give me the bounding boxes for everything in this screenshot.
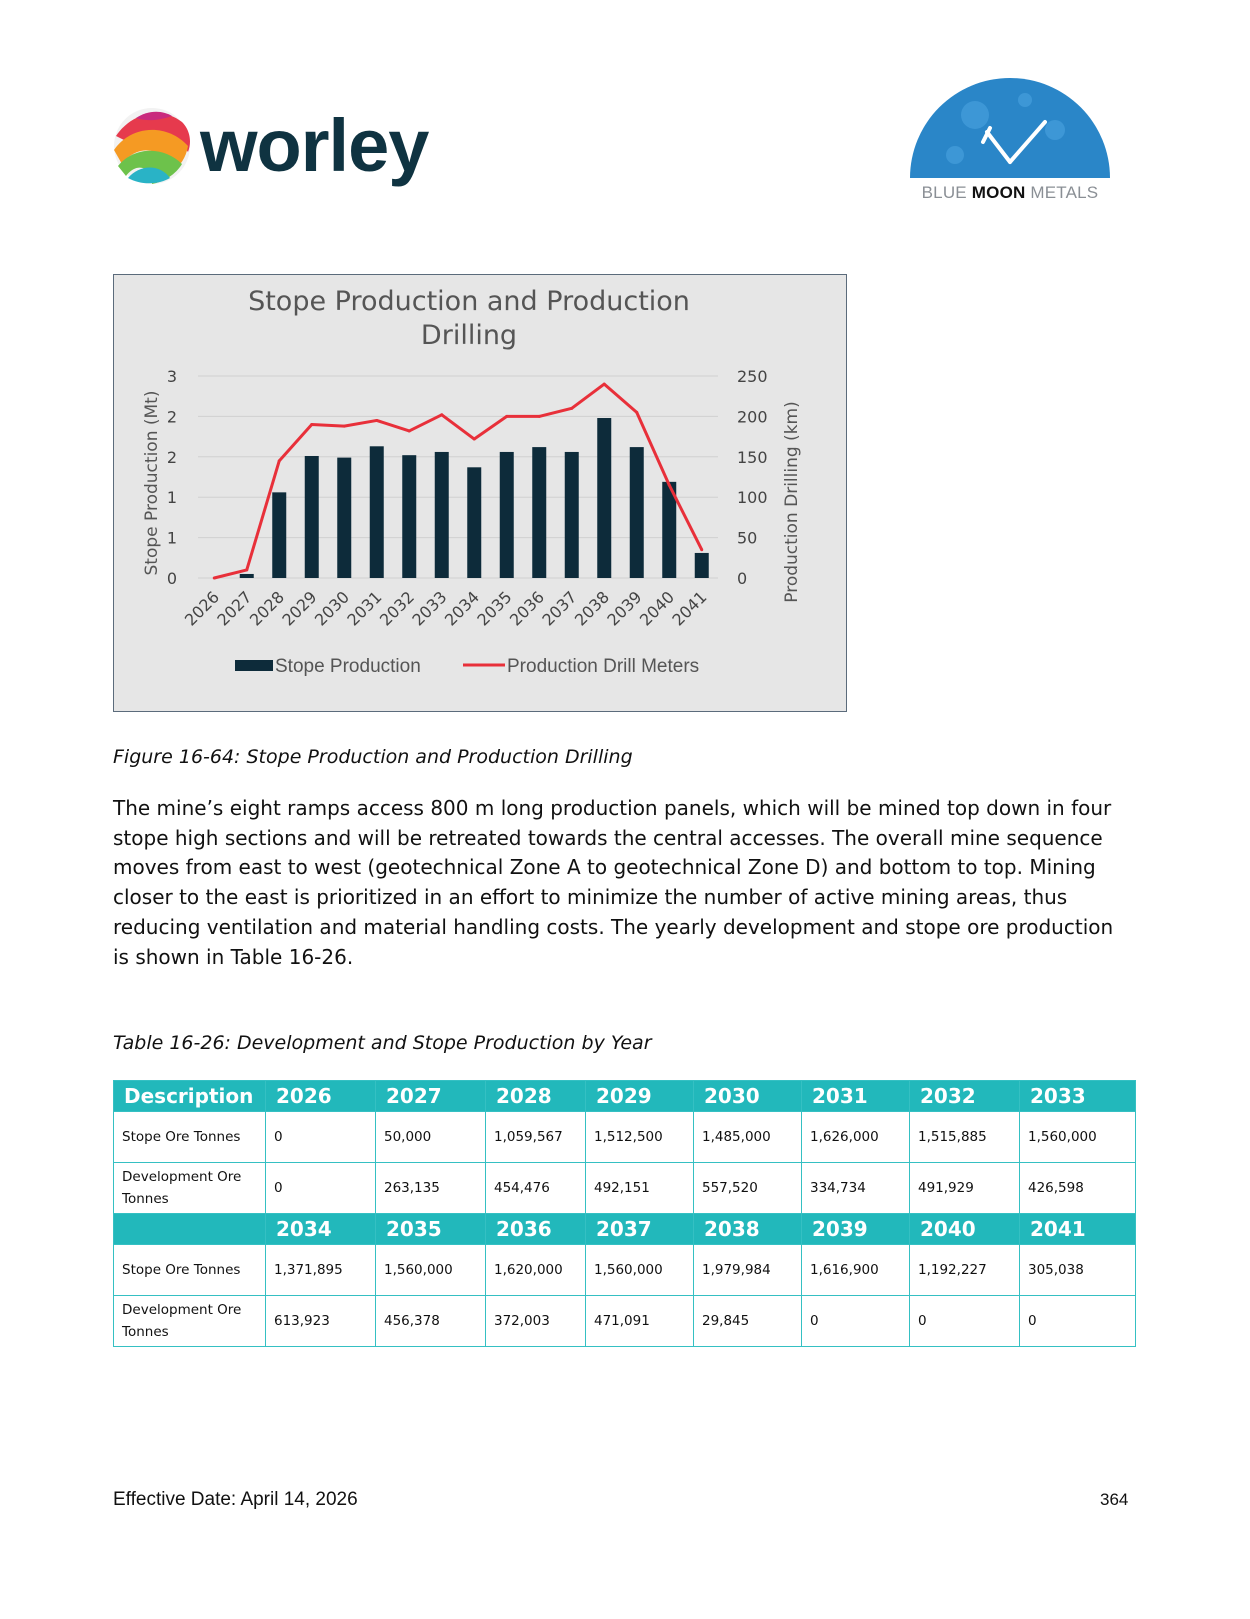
y2-tick-label: 100 xyxy=(737,488,768,508)
y2-tick-label: 50 xyxy=(737,528,758,548)
table-cell: 613,923 xyxy=(266,1296,376,1347)
table-cell: 50,000 xyxy=(376,1112,486,1163)
production-drill-point xyxy=(440,413,443,416)
production-drill-point xyxy=(570,407,573,410)
stope-production-chart xyxy=(113,274,847,712)
stope-production-bar xyxy=(532,447,546,578)
production-drill-point xyxy=(635,411,638,414)
y-tick-label: 1 xyxy=(166,528,177,548)
figure-caption: Figure 16-64: Stope Production and Production Drilling xyxy=(113,746,633,768)
x-tick-label: 2040 xyxy=(635,587,679,630)
x-tick-label: 2030 xyxy=(310,587,354,630)
y-axis-label: Stope Production (Mt) xyxy=(142,390,162,576)
y-tick-label: 2 xyxy=(166,447,177,467)
legend-label-drill-meters: Production Drill Meters xyxy=(507,656,700,677)
x-tick-label: 2036 xyxy=(505,587,549,630)
production-drill-point xyxy=(245,568,248,571)
row-description: Stope Ore Tonnes xyxy=(114,1112,266,1163)
production-drill-point xyxy=(375,419,378,422)
production-drill-point xyxy=(213,577,216,580)
table-cell: 1,979,984 xyxy=(694,1245,802,1296)
stope-production-bar xyxy=(565,452,579,578)
table-row xyxy=(114,1163,1136,1214)
production-drill-point xyxy=(408,429,411,432)
stope-production-bar xyxy=(500,452,514,578)
legend-label-stope-production: Stope Production xyxy=(275,656,421,677)
table-cell: 334,734 xyxy=(802,1163,910,1214)
table-header-cell: 2035 xyxy=(376,1214,486,1245)
blue-moon-metals-wordmark: BLUE MOON METALS xyxy=(921,183,1099,202)
table-cell: 0 xyxy=(266,1112,376,1163)
x-tick-label: 2026 xyxy=(180,587,224,630)
table-cell: 471,091 xyxy=(586,1296,694,1347)
x-tick-label: 2035 xyxy=(473,587,516,630)
stope-production-bar xyxy=(272,492,286,578)
production-drill-point xyxy=(505,415,508,418)
table-header-cell: 2029 xyxy=(586,1081,694,1112)
chart-title-line-1: Stope Production and Production xyxy=(248,286,690,317)
table-cell: 1,192,227 xyxy=(910,1245,1020,1296)
y2-tick-label: 0 xyxy=(737,569,748,588)
production-drill-point xyxy=(473,438,476,441)
table-cell: 456,378 xyxy=(376,1296,486,1347)
table-cell: 1,512,500 xyxy=(586,1112,694,1163)
table-header-row-2 xyxy=(114,1214,1136,1245)
x-tick-label: 2037 xyxy=(538,587,581,630)
production-drill-point xyxy=(278,459,281,462)
table-cell: 491,929 xyxy=(910,1163,1020,1214)
production-drill-point xyxy=(538,415,541,418)
table-cell: 426,598 xyxy=(1020,1163,1136,1214)
y2-tick-label: 150 xyxy=(737,447,768,467)
x-tick-label: 2041 xyxy=(668,587,711,630)
table-cell: 492,151 xyxy=(586,1163,694,1214)
y-tick-label: 0 xyxy=(166,569,177,588)
table-header-cell: 2039 xyxy=(802,1214,910,1245)
x-tick-label: 2034 xyxy=(440,587,484,630)
x-tick-label: 2038 xyxy=(570,587,614,630)
table-cell: 1,616,900 xyxy=(802,1245,910,1296)
row-description: Stope Ore Tonnes xyxy=(114,1245,266,1296)
production-drill-point xyxy=(343,425,346,428)
table-header-row-1 xyxy=(114,1081,1136,1112)
x-tick-label: 2027 xyxy=(213,587,256,630)
table-row xyxy=(114,1245,1136,1296)
stope-production-bar xyxy=(337,458,351,578)
x-tick-label: 2033 xyxy=(408,587,451,630)
table-cell: 305,038 xyxy=(1020,1245,1136,1296)
table-header-cell xyxy=(114,1214,266,1245)
table-header-cell: 2040 xyxy=(910,1214,1020,1245)
row-description: Development Ore Tonnes xyxy=(114,1163,266,1214)
table-header-cell: 2028 xyxy=(486,1081,586,1112)
table-cell: 557,520 xyxy=(694,1163,802,1214)
table-cell: 0 xyxy=(910,1296,1020,1347)
stope-production-bar xyxy=(695,553,709,578)
stope-production-bar xyxy=(370,446,384,578)
production-table xyxy=(113,1080,1136,1347)
table-header-cell: 2041 xyxy=(1020,1214,1136,1245)
table-cell: 454,476 xyxy=(486,1163,586,1214)
x-tick-label: 2039 xyxy=(603,587,646,630)
table-cell: 263,135 xyxy=(376,1163,486,1214)
production-drill-line xyxy=(214,384,702,578)
row-description: Development Ore Tonnes xyxy=(114,1296,266,1347)
y2-axis-label: Production Drilling (km) xyxy=(782,401,802,603)
table-cell: 29,845 xyxy=(694,1296,802,1347)
table-header-cell: 2032 xyxy=(910,1081,1020,1112)
table-cell: 0 xyxy=(802,1296,910,1347)
stope-production-bar xyxy=(630,447,644,578)
table-cell: 1,560,000 xyxy=(586,1245,694,1296)
table-header-cell: 2030 xyxy=(694,1081,802,1112)
stope-production-bar xyxy=(435,452,449,578)
table-cell: 1,371,895 xyxy=(266,1245,376,1296)
y-tick-label: 3 xyxy=(166,367,177,386)
stope-production-bar xyxy=(597,418,611,578)
stope-production-bar xyxy=(305,456,319,578)
table-cell: 0 xyxy=(1020,1296,1136,1347)
production-drill-point xyxy=(700,548,703,551)
x-tick-label: 2032 xyxy=(375,587,419,630)
table-header-cell: 2038 xyxy=(694,1214,802,1245)
legend-swatch-stope-production xyxy=(235,660,273,671)
table-cell: 1,515,885 xyxy=(910,1112,1020,1163)
worley-wordmark: worley xyxy=(200,104,429,187)
table-row xyxy=(114,1112,1136,1163)
table-header-cell: 2031 xyxy=(802,1081,910,1112)
table-header-cell: 2036 xyxy=(486,1214,586,1245)
table-row xyxy=(114,1296,1136,1347)
chart-title-line-2: Drilling xyxy=(420,320,518,351)
x-tick-label: 2029 xyxy=(278,587,321,630)
production-drill-point xyxy=(310,423,313,426)
table-cell: 1,626,000 xyxy=(802,1112,910,1163)
table-cell: 1,485,000 xyxy=(694,1112,802,1163)
stope-production-bar xyxy=(240,574,254,578)
footer-effective-date: Effective Date: April 14, 2026 xyxy=(113,1489,358,1510)
production-drill-point xyxy=(668,484,671,487)
table-cell: 1,059,567 xyxy=(486,1112,586,1163)
body-paragraph: The mine’s eight ramps access 800 m long production panels, which will be mined top down in four stope high sections and will be retreated towards the central accesses. The overall mine sequence moves from east to west (geotechnical Zone A to geotechnical Zone D) and bottom to top. Mining closer to the east is prioritized in an effort to minimize the number of active mining areas, thus reducing ventilation and material handling costs. The yearly development and stope ore production is shown in Table 16-26. xyxy=(113,796,1114,969)
page-number: 364 xyxy=(1100,1490,1129,1509)
table-cell: 1,560,000 xyxy=(1020,1112,1136,1163)
y2-tick-label: 250 xyxy=(737,367,768,386)
table-header-cell: 2026 xyxy=(266,1081,376,1112)
table-header-cell: Description xyxy=(114,1081,266,1112)
y2-tick-label: 200 xyxy=(737,407,768,427)
x-tick-label: 2031 xyxy=(343,587,386,630)
table-cell: 1,560,000 xyxy=(376,1245,486,1296)
stope-production-bar xyxy=(467,467,481,578)
table-header-cell: 2034 xyxy=(266,1214,376,1245)
table-cell: 1,620,000 xyxy=(486,1245,586,1296)
y-tick-label: 1 xyxy=(166,488,177,508)
table-cell: 0 xyxy=(266,1163,376,1214)
table-header-cell: 2033 xyxy=(1020,1081,1136,1112)
table-header-cell: 2037 xyxy=(586,1214,694,1245)
stope-production-bar xyxy=(402,455,416,578)
production-drill-point xyxy=(603,383,606,386)
table-header-cell: 2027 xyxy=(376,1081,486,1112)
table-cell: 372,003 xyxy=(486,1296,586,1347)
table-caption: Table 16-26: Development and Stope Production by Year xyxy=(113,1032,652,1054)
x-tick-label: 2028 xyxy=(245,587,289,630)
y-tick-label: 2 xyxy=(166,407,177,427)
